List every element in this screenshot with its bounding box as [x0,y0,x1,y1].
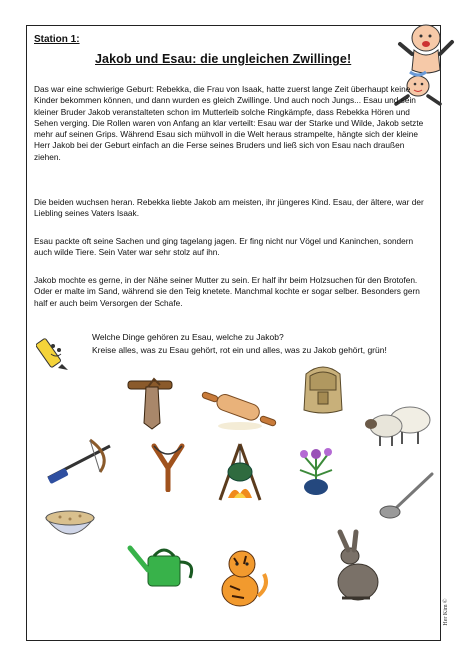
slingshot-icon [148,440,188,492]
task-instruction: Kreise alles, was zu Esau gehört, rot ein und alles, was zu Jakob gehört, grün! [92,345,387,355]
station-label: Station 1: [34,34,80,45]
crossbow-icon [42,438,116,484]
paragraph-birth: Das war eine schwierige Geburt: Rebekka, die Frau von Isaak, hatte zuerst lange Zeit überhaupt keine Kinder bekommen können, und dann wurden es gleich Zwillinge. Und auch noch Jungs... Esau und sein kleiner Bruder Jakob veranstalteten schon im Mutterleib solche Ringkämpfe, dass Rebekka Hören und Sehen verging. Die Rollen waren von Anfang an klar verteilt: Esau war der Starke und Wilde, Jakob setzte mehr auf seinen Grips. Während Esau sich mühvoll in die Welt heraus strampelte, hängte sich der kleine Herr Jakob bei der Geburt einfach an die Ferse seines Bruders und ließ sich von Esau nach draußen ziehen. [34,84,424,162]
paragraph-jakob-home: Jakob mochte es gerne, in der Nähe seiner Mutter zu sein. Er half ihr beim Holzsuchen für den Brotofen. Oder er malte im Sand, während sie den Teig knetete. Manchmal kochte er sogar selber. Besonders gern half er auch beim Versorgen der Schafe. [34,275,420,308]
sheep-icon [362,400,434,448]
rolling-pin-icon [200,390,280,432]
backpack-icon [300,360,346,416]
paragraph-growing-up: Die beiden wuchsen heran. Rebekka liebte Jakob am meisten, ihr jüngeres Kind. Esau, der ältere, war der Liebling seines Vaters Isaak. [34,197,424,219]
pencil-icon [36,330,76,372]
ladle-icon [378,470,438,522]
paragraph-esau-hunting: Esau packte oft seine Sachen und ging tagelang jagen. Er fing nicht nur Vögel und Kaninchen, sondern auch wilde Tiere. Sein Vater war sehr stolz auf ihn. [34,236,414,258]
watering-can-icon [126,540,200,592]
task-question: Welche Dinge gehören zu Esau, welche zu Jakob? [92,332,284,342]
artist-signature [440,582,454,642]
campfire-pot-icon [212,440,268,504]
hare-icon [326,528,392,606]
svg-text:Her Kim ©: Her Kim © [443,598,449,626]
worksheet-title: Jakob und Esau: die ungleichen Zwillinge! [95,52,352,66]
flowers-icon [294,440,338,496]
tiger-icon [214,546,272,610]
bowl-icon [42,504,98,550]
hand-axe-icon [124,373,178,431]
